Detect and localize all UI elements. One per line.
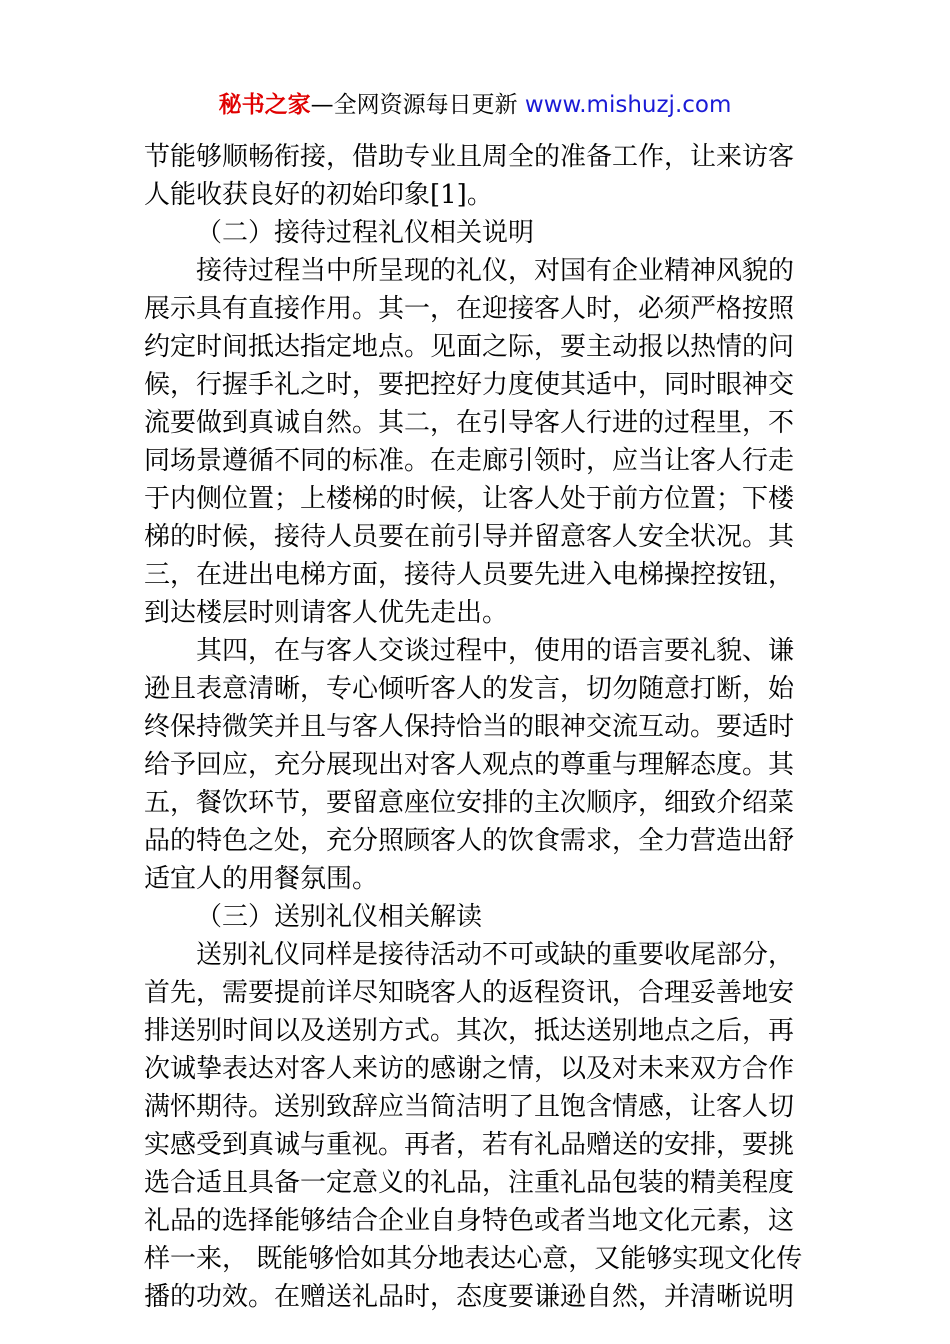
text-line: 礼品的选择能够结合企业自身特色或者当地文化元素，这 bbox=[144, 1206, 795, 1236]
text-line: 排送别时间以及送别方式。其次，抵达送别地点之后，再 bbox=[144, 1016, 795, 1046]
text-line: 节能够顺畅衔接，借助专业且周全的准备工作，让来访客 bbox=[144, 142, 795, 172]
text-line: 同场景遵循不同的标准。在走廊引领时，应当让客人行走 bbox=[144, 446, 795, 476]
text-line: 接待过程当中所呈现的礼仪，对国有企业精神风貌的 bbox=[196, 256, 795, 286]
text-line: 送别礼仪同样是接待活动不可或缺的重要收尾部分， bbox=[196, 940, 795, 970]
text-line: 候，行握手礼之时，要把控好力度使其适中，同时眼神交 bbox=[144, 370, 795, 400]
text-line: 梯的时候，接待人员要在前引导并留意客人安全状况。其 bbox=[144, 522, 795, 552]
text-line: 满怀期待。送别致辞应当简洁明了且饱含情感，让客人切 bbox=[144, 1092, 795, 1122]
text-line: 首先，需要提前详尽知晓客人的返程资讯，合理妥善地安 bbox=[144, 978, 795, 1008]
brand-name: 秘书之家 bbox=[218, 92, 311, 118]
text-line: 展示具有直接作用。其一，在迎接客人时，必须严格按照 bbox=[144, 294, 795, 324]
text-line: 样一来， 既能够恰如其分地表达心意，又能够实现文化传 bbox=[144, 1244, 803, 1274]
text-line: 品的特色之处，充分照顾客人的饮食需求，全力营造出舒 bbox=[144, 826, 795, 856]
text-line: 次诚挚表达对客人来访的感谢之情，以及对未来双方合作 bbox=[144, 1054, 795, 1084]
site-url-link[interactable]: www.mishuzj.com bbox=[524, 92, 732, 118]
section-heading: （三）送别礼仪相关解读 bbox=[196, 902, 483, 932]
text-line: 于内侧位置；上楼梯的时候，让客人处于前方位置；下楼 bbox=[144, 484, 795, 514]
page-header bbox=[0, 88, 950, 122]
text-line: 三，在进出电梯方面，接待人员要先进入电梯操控按钮， bbox=[144, 560, 795, 590]
text-line: 选合适且具备一定意义的礼品，注重礼品包装的精美程度 bbox=[144, 1168, 795, 1198]
text-line: 人能收获良好的初始印象[1]。 bbox=[144, 180, 493, 210]
text-line: 到达楼层时则请客人优先走出。 bbox=[144, 598, 509, 628]
text-line: 终保持微笑并且与客人保持恰当的眼神交流互动。要适时 bbox=[144, 712, 795, 742]
text-line: 适宜人的用餐氛围。 bbox=[144, 864, 379, 894]
text-line: 其四，在与客人交谈过程中，使用的语言要礼貌、谦 bbox=[196, 636, 795, 666]
text-line: 实感受到真诚与重视。再者，若有礼品赠送的安排，要挑 bbox=[144, 1130, 795, 1160]
text-line: 五，餐饮环节，要留意座位安排的主次顺序，细致介绍菜 bbox=[144, 788, 795, 818]
header-slogan: —全网资源每日更新 bbox=[310, 92, 525, 118]
text-line: 给予回应，充分展现出对客人观点的尊重与理解态度。其 bbox=[144, 750, 795, 780]
text-line: 约定时间抵达指定地点。见面之际，要主动报以热情的问 bbox=[144, 332, 795, 362]
document-body bbox=[144, 138, 816, 1316]
section-heading: （二）接待过程礼仪相关说明 bbox=[196, 218, 535, 248]
text-line: 逊且表意清晰，专心倾听客人的发言，切勿随意打断，始 bbox=[144, 674, 795, 704]
text-line: 播的功效。在赠送礼品时，态度要谦逊自然，并清晰说明 bbox=[144, 1282, 795, 1312]
text-line: 流要做到真诚自然。其二，在引导客人行进的过程里，不 bbox=[144, 408, 795, 438]
